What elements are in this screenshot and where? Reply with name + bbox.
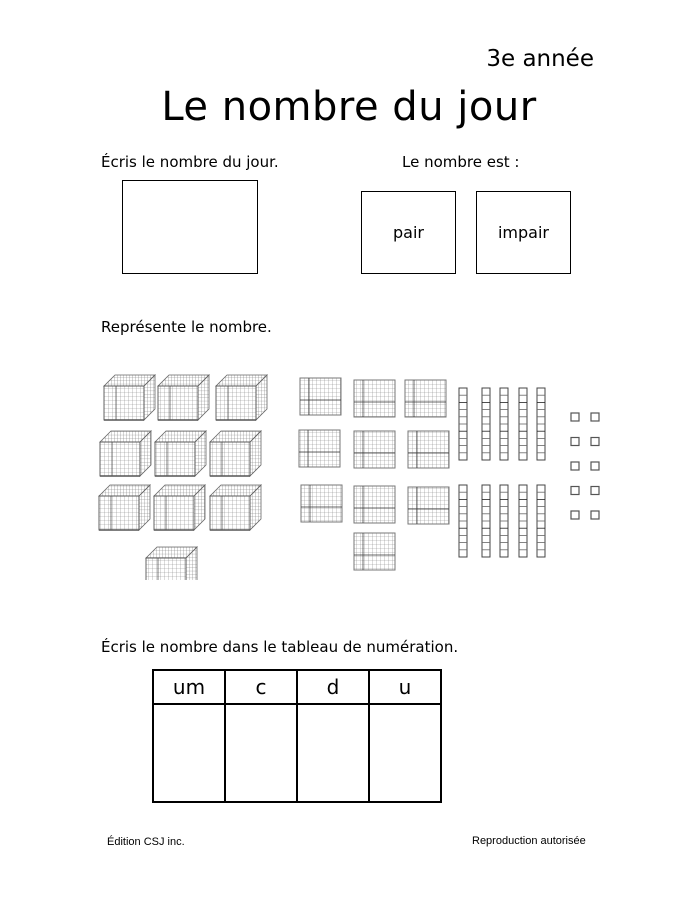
tens-rod — [537, 485, 545, 557]
place-value-header-row — [153, 670, 441, 704]
tens-rod — [459, 388, 467, 460]
parity-instruction: Le nombre est : — [402, 153, 520, 171]
tens-rod — [537, 388, 545, 460]
unit-cube — [571, 487, 579, 495]
cell-hundreds[interactable] — [225, 704, 297, 802]
hundreds-flat — [354, 533, 395, 570]
thousands-cube — [104, 375, 155, 420]
thousands-cube — [146, 547, 197, 580]
parity-option-even[interactable] — [361, 191, 456, 274]
tens-rod — [482, 388, 490, 460]
hundreds-flat — [354, 431, 395, 468]
hundreds-flat — [354, 380, 395, 417]
parity-option-odd[interactable] — [476, 191, 571, 274]
parity-option-label: pair — [393, 223, 424, 242]
base-ten-blocks — [0, 360, 698, 580]
tens-rod — [519, 388, 527, 460]
thousands-cube — [155, 431, 206, 476]
unit-cube — [591, 438, 599, 446]
cell-units[interactable] — [369, 704, 441, 802]
cell-thousands[interactable] — [153, 704, 225, 802]
tens-rods-group — [459, 388, 545, 557]
page-title: Le nombre du jour — [161, 84, 537, 130]
hundreds-flat — [408, 431, 449, 468]
tens-rod — [459, 485, 467, 557]
tens-rod — [519, 485, 527, 557]
hundreds-flat — [301, 485, 342, 522]
unit-cube — [591, 462, 599, 470]
thousands-cube — [158, 375, 209, 420]
column-header-hundreds: c — [225, 670, 297, 704]
unit-cube — [571, 511, 579, 519]
place-value-table — [152, 669, 442, 803]
thousands-cube — [154, 485, 205, 530]
footer-publisher: Édition CSJ inc. — [107, 836, 185, 848]
column-header-units: u — [369, 670, 441, 704]
hundreds-flat — [354, 486, 395, 523]
tens-rod — [482, 485, 490, 557]
represent-instruction: Représente le nombre. — [101, 318, 272, 336]
hundreds-flat — [300, 378, 341, 415]
thousands-cube — [210, 485, 261, 530]
thousands-cube — [210, 431, 261, 476]
units-group — [571, 413, 599, 519]
grade-level: 3e année — [486, 46, 594, 72]
unit-cube — [591, 413, 599, 421]
place-value-answer-row — [153, 704, 441, 802]
thousands-cubes-group — [99, 375, 267, 580]
tens-rod — [500, 388, 508, 460]
unit-cube — [571, 462, 579, 470]
hundreds-flat — [408, 487, 449, 524]
cell-tens[interactable] — [297, 704, 369, 802]
hundreds-flat — [299, 430, 340, 467]
footer-rights: Reproduction autorisée — [472, 835, 586, 847]
thousands-cube — [216, 375, 267, 420]
number-answer-box[interactable] — [122, 180, 258, 274]
write-number-instruction: Écris le nombre du jour. — [101, 153, 279, 171]
unit-cube — [591, 511, 599, 519]
unit-cube — [571, 413, 579, 421]
thousands-cube — [100, 431, 151, 476]
unit-cube — [591, 487, 599, 495]
hundreds-flats-group — [299, 378, 449, 570]
column-header-tens: d — [297, 670, 369, 704]
tens-rod — [500, 485, 508, 557]
thousands-cube — [99, 485, 150, 530]
unit-cube — [571, 438, 579, 446]
column-header-thousands: um — [153, 670, 225, 704]
hundreds-flat — [405, 380, 446, 417]
table-instruction: Écris le nombre dans le tableau de numération. — [101, 638, 459, 656]
parity-option-label: impair — [497, 223, 549, 242]
